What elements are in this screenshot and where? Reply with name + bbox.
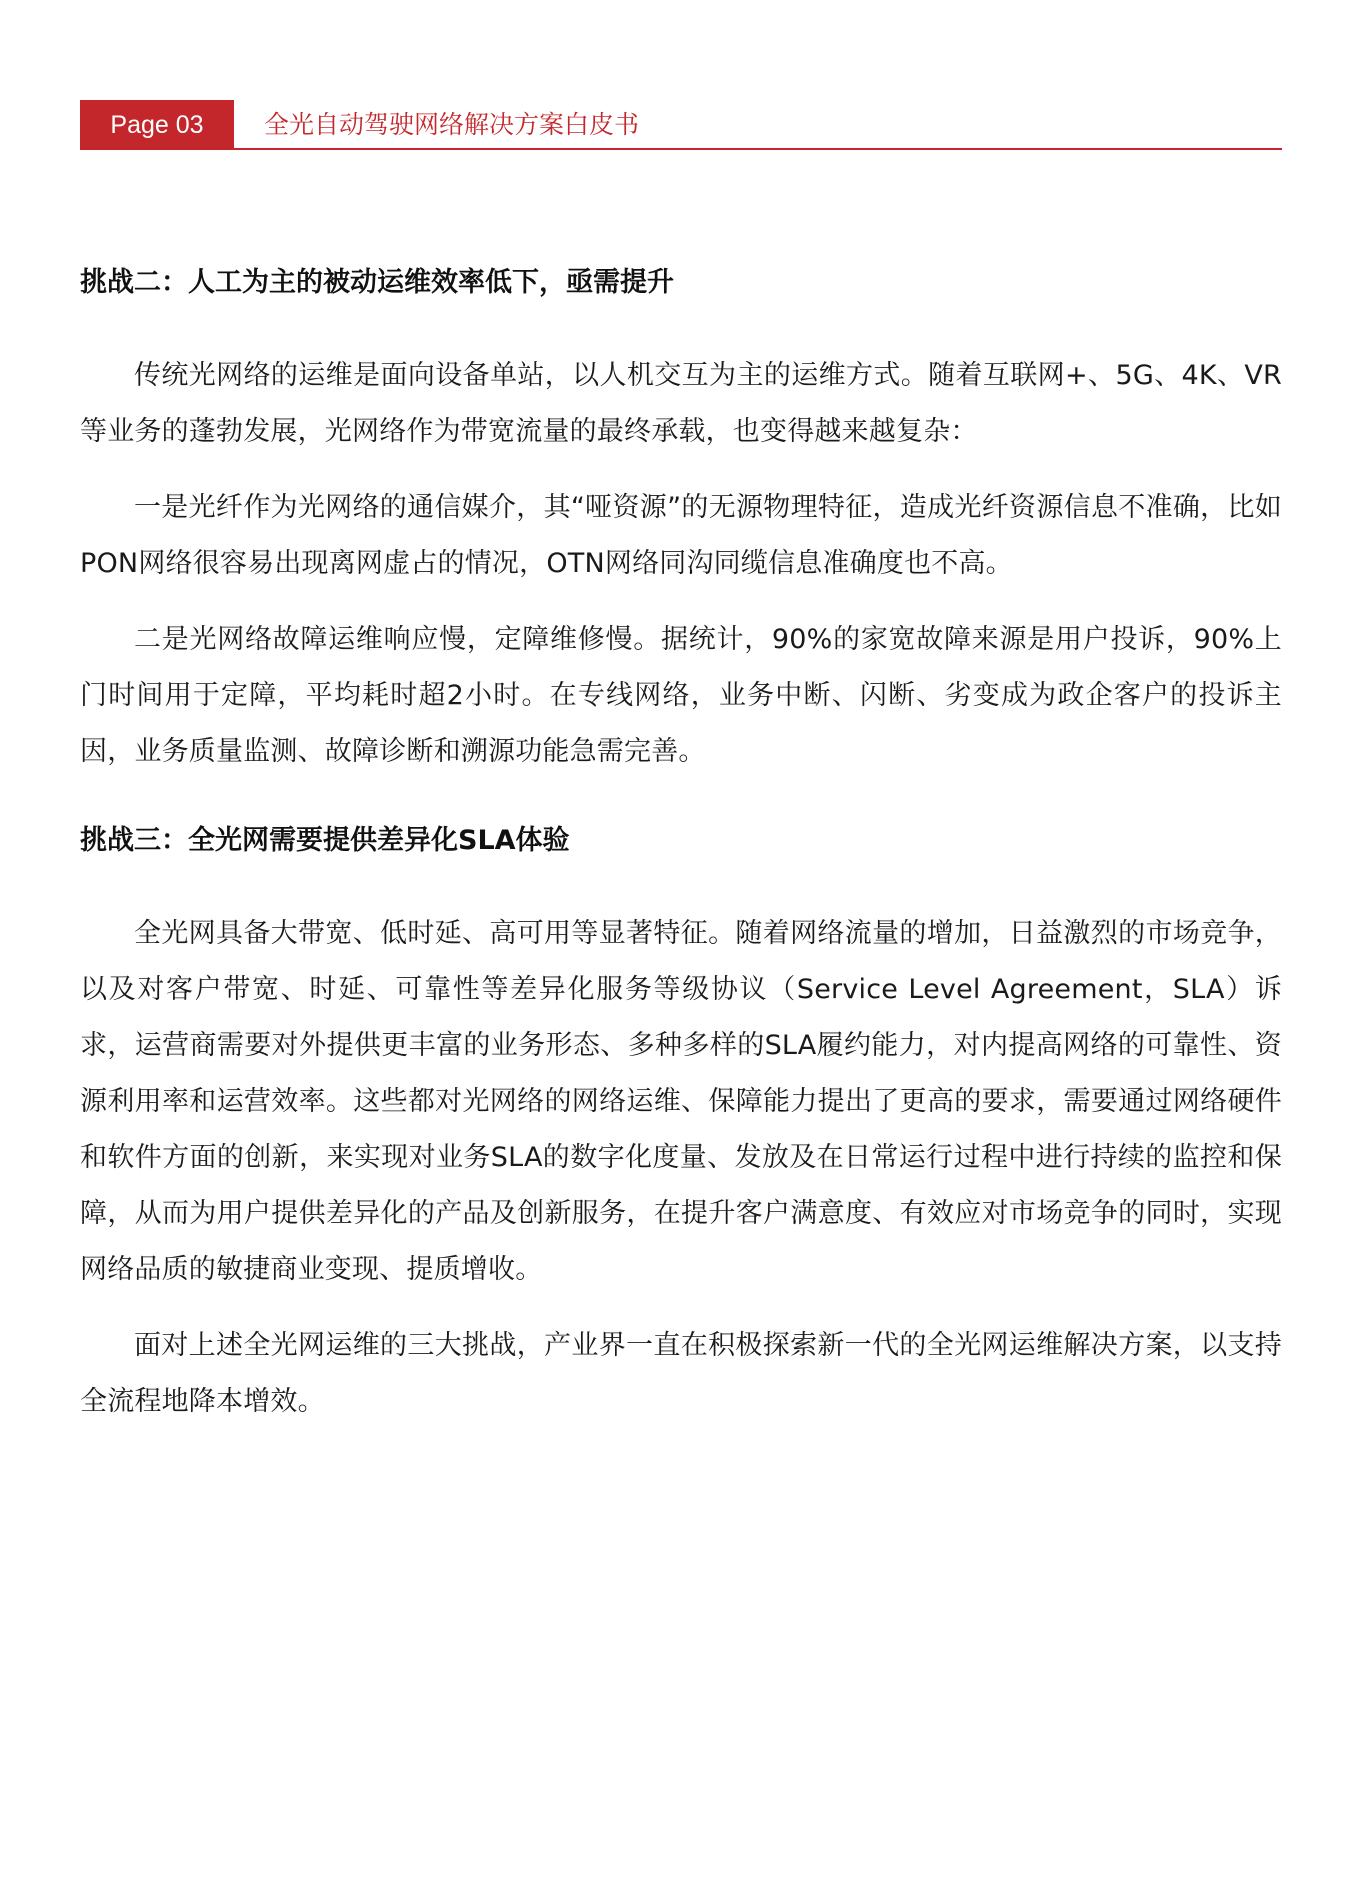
header-divider — [234, 148, 1282, 150]
paragraph: 一是光纤作为光网络的通信媒介，其“哑资源”的无源物理特征，造成光纤资源信息不准确，比如PON网络很容易出现离网虚占的情况，OTN网络同沟同缆信息准确度也不高。 — [80, 492, 1282, 579]
document-title: 全光自动驾驶网络解决方案白皮书 — [264, 110, 640, 139]
paragraph: 全光网具备大带宽、低时延、高可用等显著特征。随着网络流量的增加，日益激烈的市场竞争，以及对客户带宽、时延、可靠性等差异化服务等级协议（Service Level Agreement，SLA）诉求，运营商需要对外提供更丰富的业务形态、多种多样的SLA履约能力，对内提高网络的可靠性、资源利用率和运营效率。这些都对光网络的网络运维、保障能力提出了更高的要求，需要通过网络硬件和软件方面的创新，来实现对业务SLA的数字化度量、发放及在日常运行过程中进行持续的监控和保障，从而为用户提供差异化的产品及创新服务，在提升客户满意度、有效应对市场竞争的同时，实现网络品质的敏捷商业变现、提质增收。 — [80, 918, 1282, 1285]
paragraph: 传统光网络的运维是面向设备单站，以人机交互为主的运维方式。随着互联网+、5G、4K、VR等业务的蓬勃发展，光网络作为带宽流量的最终承载，也变得越来越复杂： — [80, 360, 1282, 447]
section-heading-challenge-2: 挑战二：人工为主的被动运维效率低下，亟需提升 — [80, 267, 674, 298]
page-body — [80, 258, 1282, 1430]
page-number-badge: Page 03 — [80, 100, 234, 150]
paragraph: 二是光网络故障运维响应慢，定障维修慢。据统计，90%的家宽故障来源是用户投诉，90%上门时间用于定障，平均耗时超2小时。在专线网络，业务中断、闪断、劣变成为政企客户的投诉主因，业务质量监测、故障诊断和溯源功能急需完善。 — [80, 624, 1282, 767]
paragraph: 面对上述全光网运维的三大挑战，产业界一直在积极探索新一代的全光网运维解决方案，以支持全流程地降本增效。 — [80, 1330, 1282, 1417]
section-heading-challenge-3: 挑战三：全光网需要提供差异化SLA体验 — [80, 825, 570, 856]
page-header — [80, 100, 1282, 150]
